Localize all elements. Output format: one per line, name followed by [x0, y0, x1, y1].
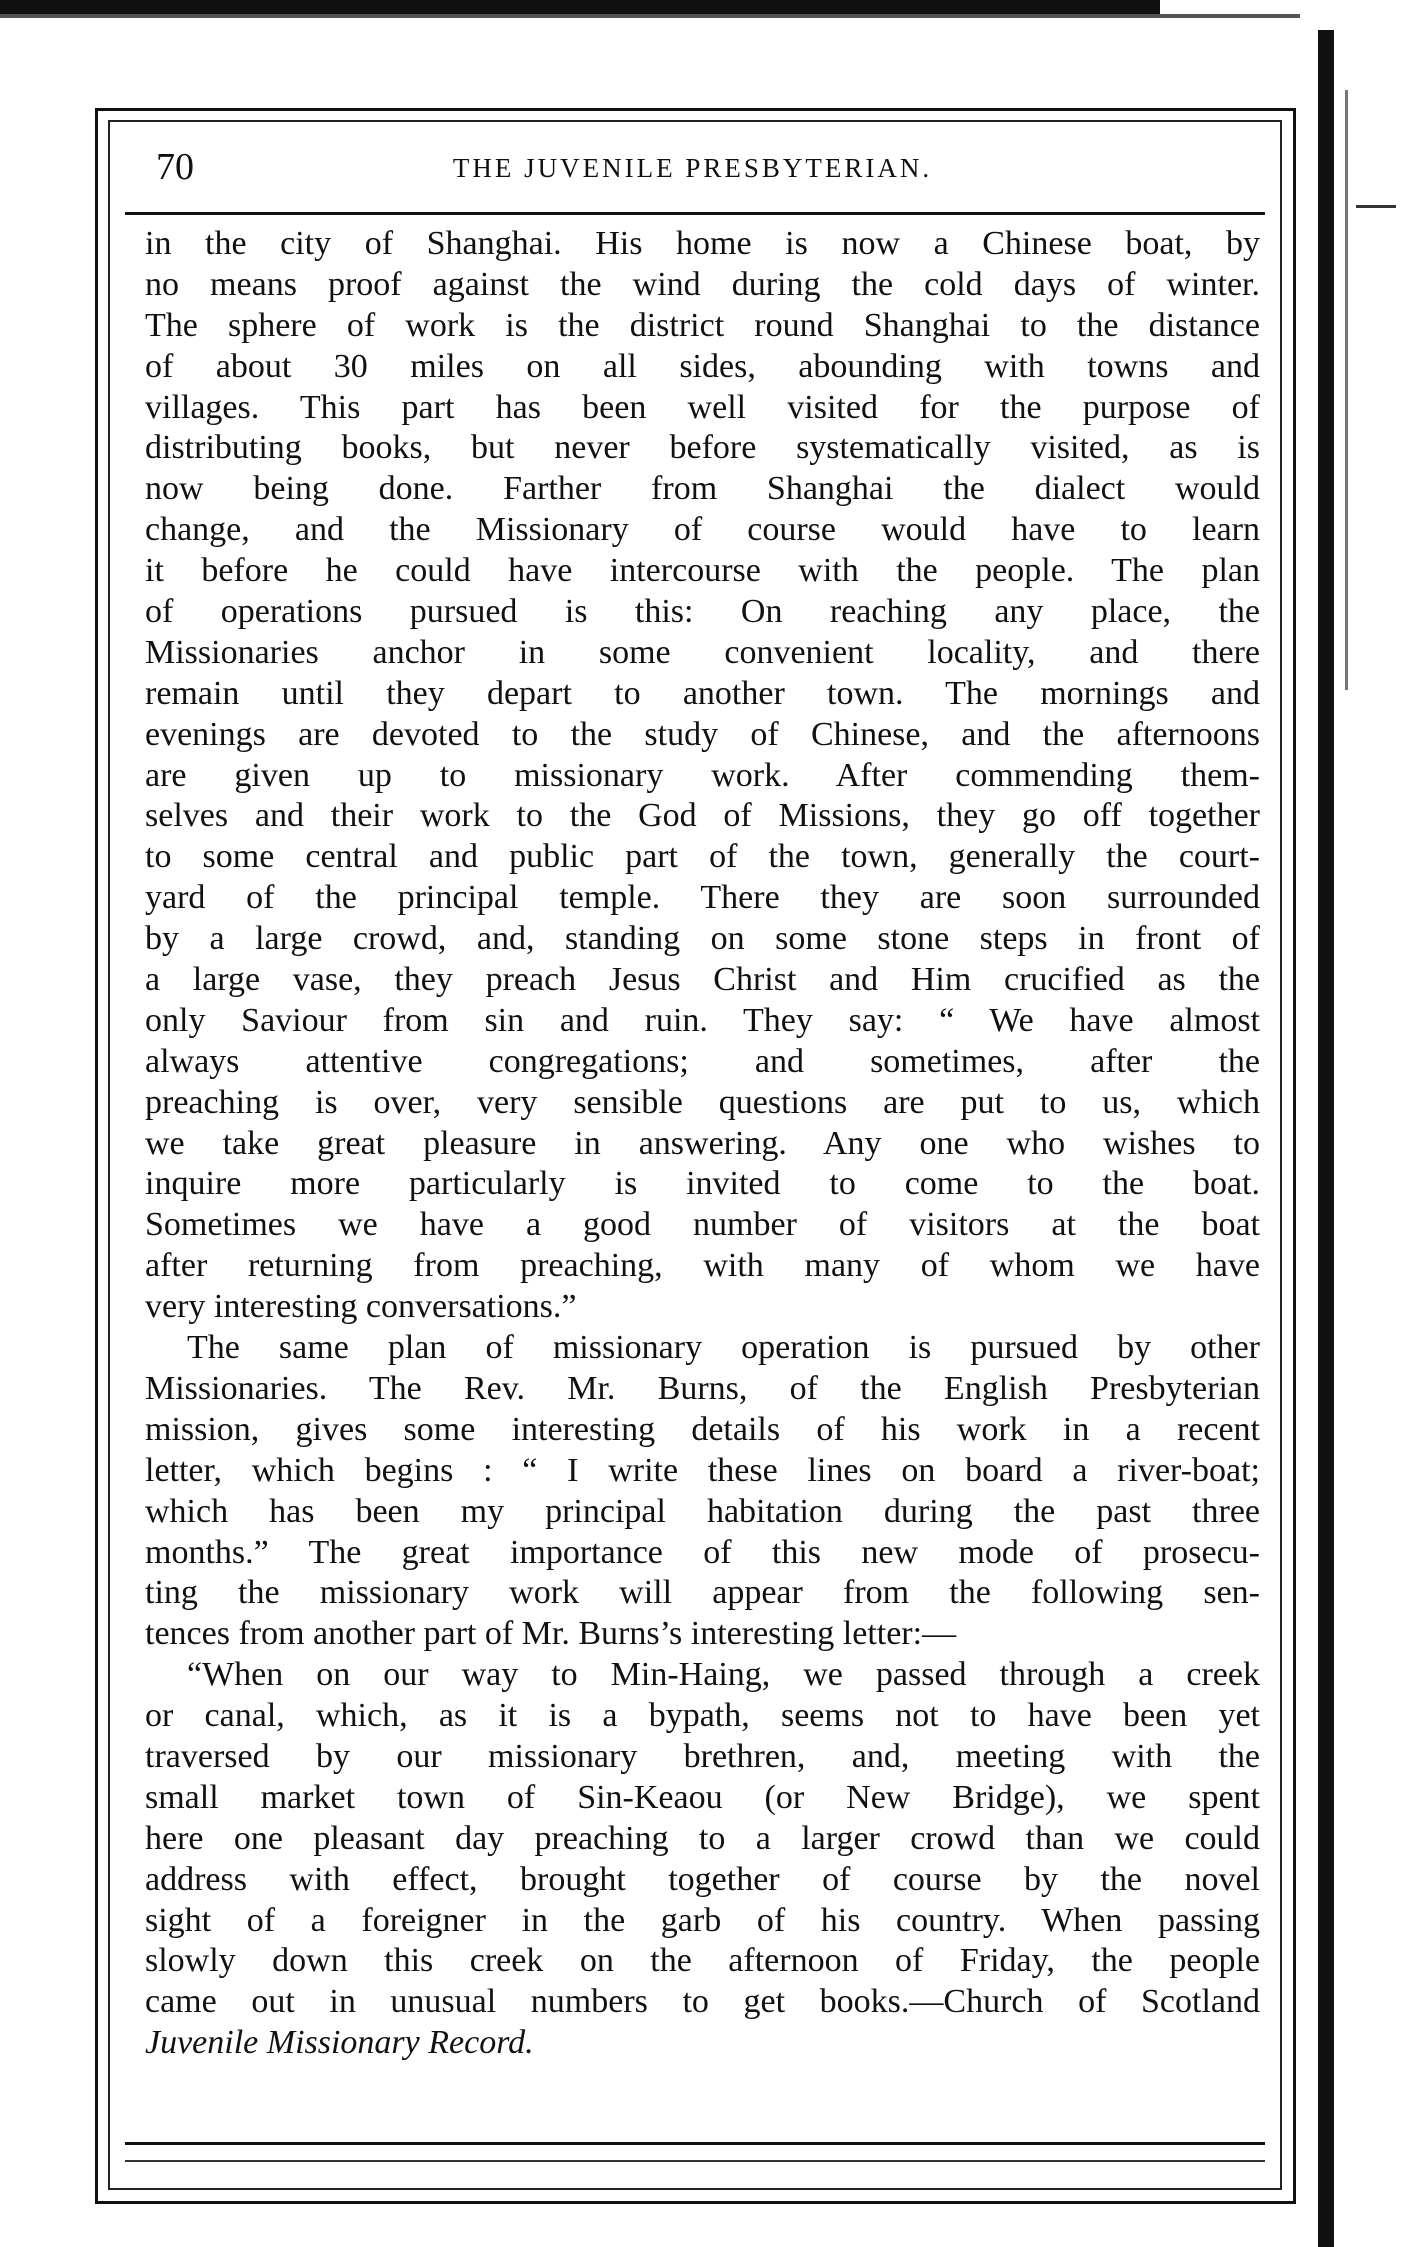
text-line: a large vase, they preach Jesus Christ and Him crucified as the: [145, 961, 1260, 999]
header-rule: [125, 212, 1265, 215]
top-border-rule-thin: [0, 14, 1300, 18]
text-line: by a large crowd, and, standing on some stone steps in front of: [145, 920, 1260, 958]
text-line: only Saviour from sin and ruin. They say: “ We have almost: [145, 1001, 1260, 1039]
text-line: came out in unusual numbers to get books.—Church of Scotland: [145, 1983, 1260, 2021]
text-line: which has been my principal habitation during the past three: [145, 1492, 1260, 1530]
text-line: of operations pursued is this: On reaching any place, the: [145, 593, 1260, 631]
text-line: remain until they depart to another town. The mornings and: [145, 674, 1260, 712]
text-line: small market town of Sin-Keaou (or New Bridge), we spent: [145, 1778, 1260, 1816]
page-number: 70: [156, 146, 194, 188]
text-line: of about 30 miles on all sides, abounding with towns and: [145, 347, 1260, 385]
binding-edge-thin-bar: [1345, 90, 1348, 690]
text-line: tences from another part of Mr. Burns’s interesting letter:—: [145, 1615, 957, 1653]
top-border-rule: [0, 0, 1160, 14]
text-line: always attentive congregations; and sometimes, after the: [145, 1042, 1260, 1080]
text-line: Missionaries anchor in some convenient locality, and there: [145, 633, 1260, 671]
text-line: change, and the Missionary of course would have to learn: [145, 511, 1260, 549]
footer-rule: [125, 2142, 1265, 2145]
text-line: now being done. Farther from Shanghai the dialect would: [145, 470, 1260, 508]
text-line: distributing books, but never before systematically visited, as is: [145, 429, 1260, 467]
text-line: “When on our way to Min-Haing, we passed through a creek: [187, 1656, 1260, 1694]
text-line: or canal, which, as it is a bypath, seems not to have been yet: [145, 1697, 1260, 1735]
text-line: evenings are devoted to the study of Chinese, and the afternoons: [145, 715, 1260, 753]
footer-rule-thin: [125, 2160, 1265, 2162]
margin-tick: [1356, 205, 1396, 208]
text-line: are given up to missionary work. After commending them-: [145, 756, 1260, 794]
text-line: The same plan of missionary operation is pursued by other: [187, 1329, 1260, 1367]
text-line: no means proof against the wind during the cold days of winter.: [145, 265, 1260, 303]
running-title: THE JUVENILE PRESBYTERIAN.: [452, 153, 933, 183]
text-line: very interesting conversations.”: [145, 1288, 577, 1326]
page-header: [120, 135, 1265, 215]
text-line: months.” The great importance of this new mode of prosecu-: [145, 1533, 1260, 1571]
text-line: here one pleasant day preaching to a larger crowd than we could: [145, 1819, 1260, 1857]
binding-edge-bar: [1318, 30, 1334, 2247]
text-line: selves and their work to the God of Missions, they go off together: [145, 797, 1260, 835]
text-line: traversed by our missionary brethren, and, meeting with the: [145, 1737, 1260, 1775]
text-line: Sometimes we have a good number of visitors at the boat: [145, 1206, 1260, 1244]
text-line: to some central and public part of the town, generally the court-: [145, 838, 1260, 876]
text-line: mission, gives some interesting details of his work in a recent: [145, 1410, 1260, 1448]
text-line: letter, which begins : “ I write these lines on board a river-boat;: [145, 1451, 1260, 1489]
text-line: Missionaries. The Rev. Mr. Burns, of the English Presbyterian: [145, 1369, 1260, 1407]
text-line: inquire more particularly is invited to come to the boat.: [145, 1165, 1260, 1203]
text-line: villages. This part has been well visited for the purpose of: [145, 388, 1260, 426]
text-line: it before he could have intercourse with the people. The plan: [145, 552, 1260, 590]
text-line: sight of a foreigner in the garb of his country. When passing: [145, 1901, 1260, 1939]
text-line: after returning from preaching, with many of whom we have: [145, 1247, 1260, 1285]
text-line: The sphere of work is the district round Shanghai to the distance: [145, 306, 1260, 344]
text-line: address with effect, brought together of course by the novel: [145, 1860, 1260, 1898]
text-line: ting the missionary work will appear from the following sen-: [145, 1574, 1260, 1612]
text-line: in the city of Shanghai. His home is now a Chinese boat, by: [145, 225, 1260, 262]
article-body: [145, 224, 1260, 2064]
text-line: yard of the principal temple. There they are soon surrounded: [145, 879, 1260, 917]
text-line: preaching is over, very sensible questions are put to us, which: [145, 1083, 1260, 1121]
text-line: we take great pleasure in answering. Any one who wishes to: [145, 1124, 1260, 1162]
source-citation: Juvenile Missionary Record.: [145, 2024, 534, 2062]
text-line: slowly down this creek on the afternoon of Friday, the people: [145, 1942, 1260, 1980]
